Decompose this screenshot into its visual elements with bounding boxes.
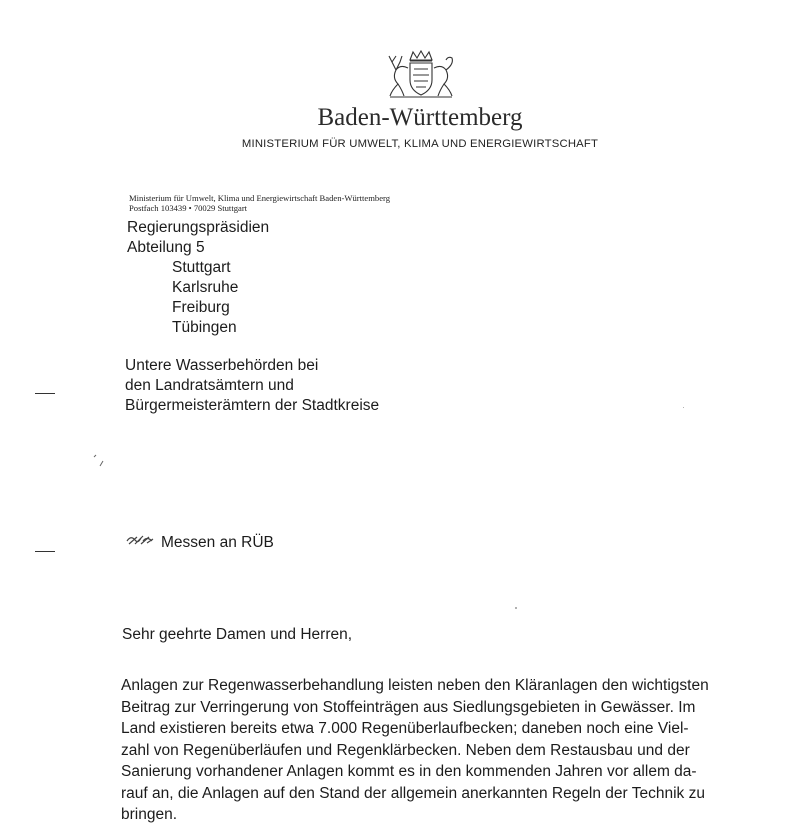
authorities-line: den Landratsämtern und (125, 377, 294, 394)
subject-text: Messen an RÜB (161, 534, 274, 551)
authorities-line: Untere Wasserbehörden bei (125, 357, 319, 374)
body-line: Land existieren bereits etwa 7.000 Regenüberlaufbecken; daneben noch eine Viel- (121, 720, 689, 737)
greeting: Sehr geehrte Damen und Herren, (122, 626, 353, 643)
scan-speck (683, 407, 684, 408)
recipient-location: Karlsruhe (172, 279, 239, 296)
sender-address (129, 193, 390, 213)
sender-address-line: Ministerium für Umwelt, Klima und Energiewirtschaft Baden-Württemberg (129, 193, 391, 203)
scan-speck (92, 454, 106, 473)
stamp-mark-icon (125, 533, 155, 553)
body-paragraph (121, 675, 741, 826)
recipient-block (127, 218, 269, 338)
body-line: Sanierung vorhandener Anlagen kommt es in den kommenden Jahren vor allem da- (121, 763, 697, 780)
body-line: Anlagen zur Regenwasserbehandlung leisten neben den Kläranlagen den wichtigsten (121, 677, 709, 694)
fold-mark (35, 551, 55, 552)
body-line: Beitrag zur Verringerung von Stoffeinträgen aus Siedlungsgebieten in Gewässer. Im (121, 698, 696, 716)
sender-address-line: Postfach 103439 • 70029 Stuttgart (129, 203, 248, 213)
subject-line (125, 533, 274, 553)
authorities-block (125, 356, 379, 416)
recipient-location: Freiburg (172, 299, 230, 316)
body-line: zahl von Regenüberläufen und Regenklärbecken. Neben dem Restausbau und der (121, 741, 690, 759)
recipient-location: Stuttgart (172, 259, 231, 276)
authorities-line: Bürgermeisterämtern der Stadtkreise (125, 397, 380, 414)
recipient-department: Abteilung 5 (127, 239, 205, 256)
state-name: Baden-Württemberg (317, 104, 523, 131)
fold-mark (35, 393, 55, 394)
scan-speck (515, 607, 517, 609)
recipient-title: Regierungspräsidien (127, 219, 270, 236)
ministry-name: MINISTERIUM FÜR UMWELT, KLIMA UND ENERGIEWIRTSCHAFT (241, 138, 599, 150)
recipient-location: Tübingen (172, 319, 237, 336)
coat-of-arms-icon (380, 50, 462, 100)
body-line: rauf an, die Anlagen auf den Stand der allgemein anerkannten Regeln der Technik zu (121, 784, 705, 802)
body-line: bringen. (121, 806, 178, 823)
